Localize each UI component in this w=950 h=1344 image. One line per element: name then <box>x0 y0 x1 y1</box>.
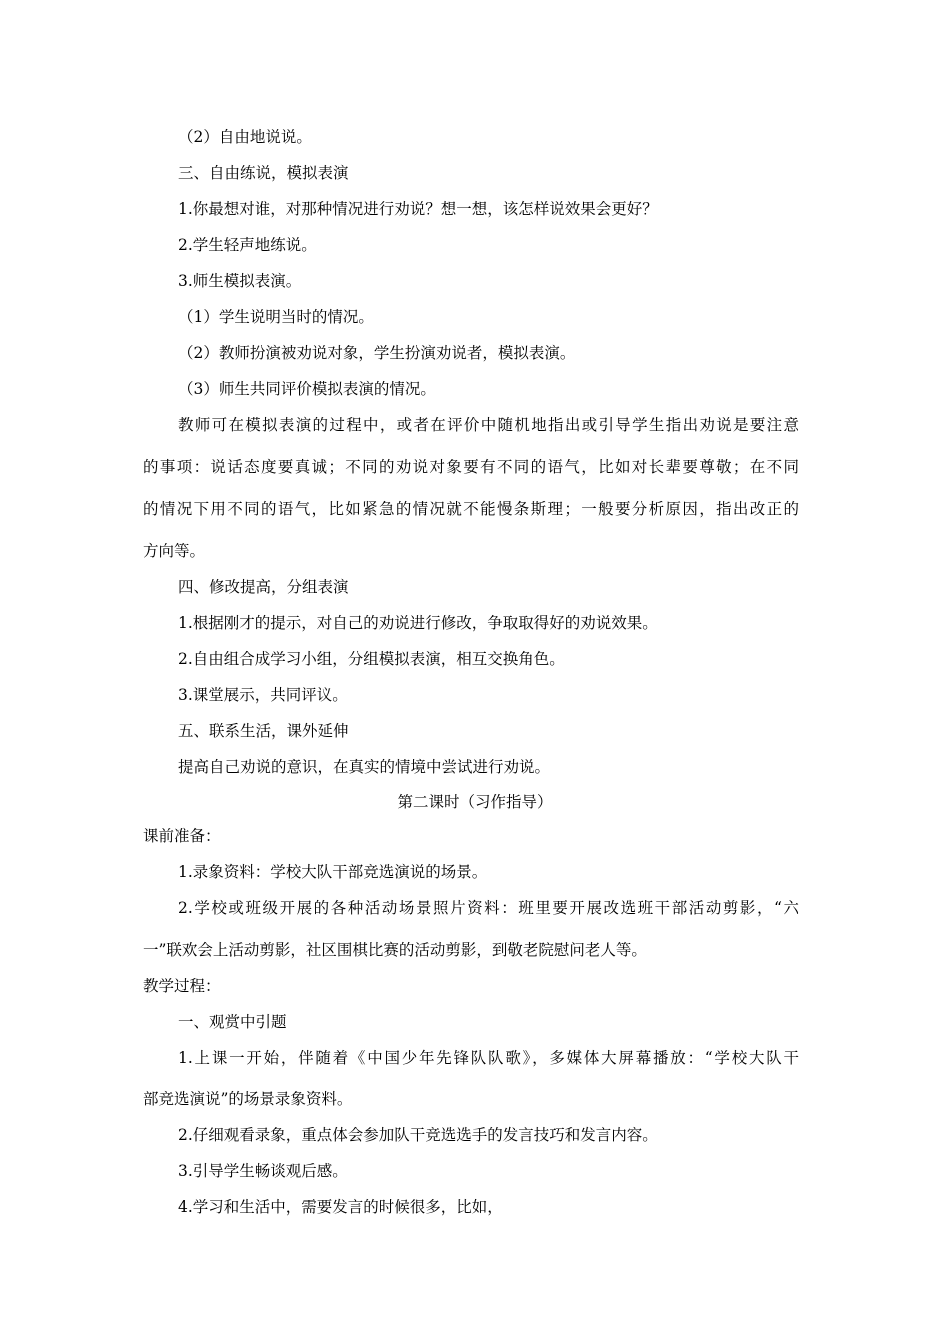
text-line: 3.引导学生畅谈观后感。 <box>178 1162 348 1180</box>
text-line: 3.课堂展示，共同评议。 <box>178 686 348 704</box>
paragraph-line: 部竞选演说”的场景录象资料。 <box>143 1090 353 1108</box>
text-line: 提高自己劝说的意识，在真实的情境中尝试进行劝说。 <box>178 758 551 776</box>
lesson-title: 第二课时（习作指导） <box>397 793 553 811</box>
text-line: 3.师生模拟表演。 <box>178 272 302 290</box>
paragraph-line: 1.上课一开始，伴随着《中国少年先锋队队歌》，多媒体大屏幕播放：“学校大队干 <box>178 1049 799 1067</box>
text-line: 2.仔细观看录象，重点体会参加队干竞选选手的发言技巧和发言内容。 <box>178 1126 658 1144</box>
section-heading: 四、修改提高，分组表演 <box>178 578 349 596</box>
subheading: 教学过程： <box>143 977 221 995</box>
text-line: 1.你最想对谁，对那种情况进行劝说？想一想，该怎样说效果会更好？ <box>178 200 658 218</box>
text-line: （2）自由地说说。 <box>178 128 312 146</box>
text-line: （3）师生共同评价模拟表演的情况。 <box>178 380 436 398</box>
text-line: （1）学生说明当时的情况。 <box>178 308 374 326</box>
text-line: 2.学生轻声地练说。 <box>178 236 317 254</box>
text-line: 2.自由组合成学习小组，分组模拟表演，相互交换角色。 <box>178 650 565 668</box>
paragraph-line: 的事项：说话态度要真诚；不同的劝说对象要有不同的语气，比如对长辈要尊敬；在不同 <box>143 458 799 476</box>
section-heading: 三、自由练说，模拟表演 <box>178 164 349 182</box>
paragraph-line: 一”联欢会上活动剪影，社区围棋比赛的活动剪影，到敬老院慰问老人等。 <box>143 941 647 959</box>
paragraph-line: 的情况下用不同的语气，比如紧急的情况就不能慢条斯理；一般要分析原因，指出改正的 <box>143 500 799 518</box>
text-line: 1.根据刚才的提示，对自己的劝说进行修改，争取取得好的劝说效果。 <box>178 614 658 632</box>
section-heading: 一、观赏中引题 <box>178 1013 287 1031</box>
paragraph-line: 教师可在模拟表演的过程中，或者在评价中随机地指出或引导学生指出劝说是要注意 <box>178 416 799 434</box>
section-heading: 五、联系生活，课外延伸 <box>178 722 349 740</box>
subheading: 课前准备： <box>143 827 221 845</box>
paragraph-line: 方向等。 <box>143 542 206 560</box>
text-line: 1.录象资料：学校大队干部竞选演说的场景。 <box>178 863 488 881</box>
paragraph-line: 2.学校或班级开展的各种活动场景照片资料：班里要开展改选班干部活动剪影，“六 <box>178 899 799 917</box>
text-line: （2）教师扮演被劝说对象，学生扮演劝说者，模拟表演。 <box>178 344 576 362</box>
text-line: 4.学习和生活中，需要发言的时候很多，比如， <box>178 1198 503 1216</box>
